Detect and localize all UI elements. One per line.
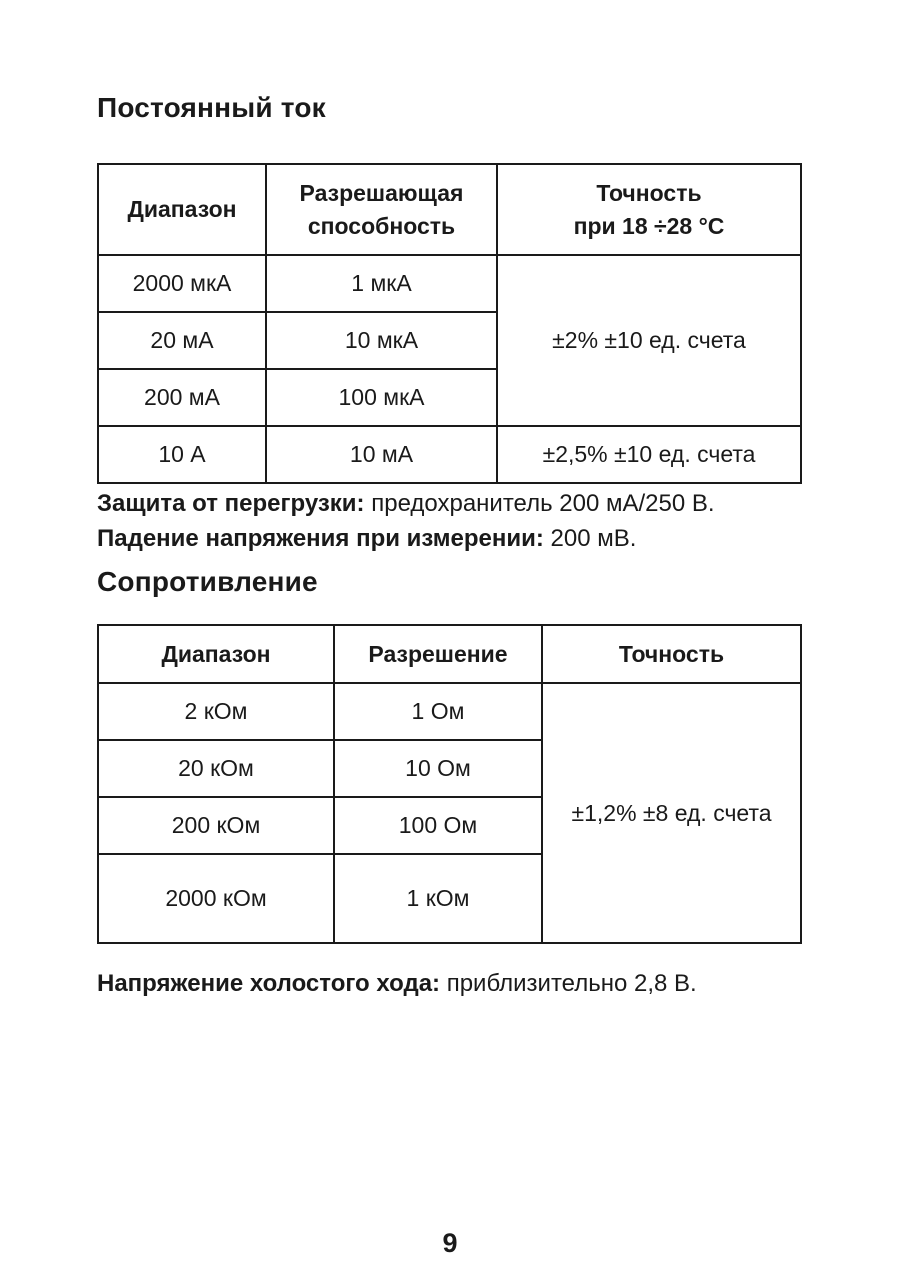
cell-accuracy: ±1,2% ±8 ед. счета [542, 683, 801, 943]
note-text: приблизительно 2,8 В. [440, 970, 697, 997]
table-header-row [98, 164, 801, 255]
cell-resolution: 100 Ом [334, 797, 542, 854]
cell-range: 2 кОм [98, 683, 334, 740]
header-resolution [266, 164, 497, 255]
header-accuracy [497, 164, 801, 255]
cell-range: 2000 мкА [98, 255, 266, 312]
header-range: Диапазон [98, 164, 266, 255]
resistance-table [97, 624, 802, 944]
header-range: Диапазон [98, 625, 334, 683]
table-row [98, 426, 801, 483]
cell-range: 10 А [98, 426, 266, 483]
header-resolution-line2: способность [307, 212, 456, 239]
table-row [98, 255, 801, 312]
header-accuracy-line2: при 18 ÷28 °С [573, 212, 725, 239]
table-row [98, 683, 801, 740]
cell-accuracy: ±2% ±10 ед. счета [497, 255, 801, 426]
section-title-resistance: Сопротивление [97, 566, 318, 597]
cell-resolution: 10 мА [266, 426, 497, 483]
cell-range: 20 мА [98, 312, 266, 369]
cell-range: 20 кОм [98, 740, 334, 797]
cell-resolution: 1 Ом [334, 683, 542, 740]
header-accuracy-line1: Точность [596, 179, 702, 206]
cell-resolution: 10 Ом [334, 740, 542, 797]
page-number: 9 [442, 1228, 458, 1258]
table-header-row [98, 625, 801, 683]
dc-current-table [97, 163, 802, 484]
cell-range: 200 мА [98, 369, 266, 426]
note-label: Напряжение холостого хода: [97, 970, 441, 997]
header-resolution-line1: Разрешающая [299, 179, 464, 206]
note-overload-protection [97, 490, 857, 518]
note-voltage-drop [97, 525, 857, 553]
section-title-dc-current: Постоянный ток [97, 92, 326, 123]
note-open-circuit-voltage [97, 970, 857, 998]
note-text: предохранитель 200 мА/250 В. [364, 490, 715, 517]
note-label: Падение напряжения при измерении: [97, 525, 544, 552]
cell-accuracy: ±2,5% ±10 ед. счета [497, 426, 801, 483]
cell-resolution: 10 мкА [266, 312, 497, 369]
header-resolution: Разрешение [334, 625, 542, 683]
note-text: 200 мВ. [543, 525, 637, 552]
cell-resolution: 1 кОм [334, 854, 542, 943]
cell-range: 2000 кОм [98, 854, 334, 943]
header-accuracy: Точность [542, 625, 801, 683]
cell-resolution: 1 мкА [266, 255, 497, 312]
note-label: Защита от перегрузки: [97, 490, 365, 517]
cell-resolution: 100 мкА [266, 369, 497, 426]
cell-range: 200 кОм [98, 797, 334, 854]
